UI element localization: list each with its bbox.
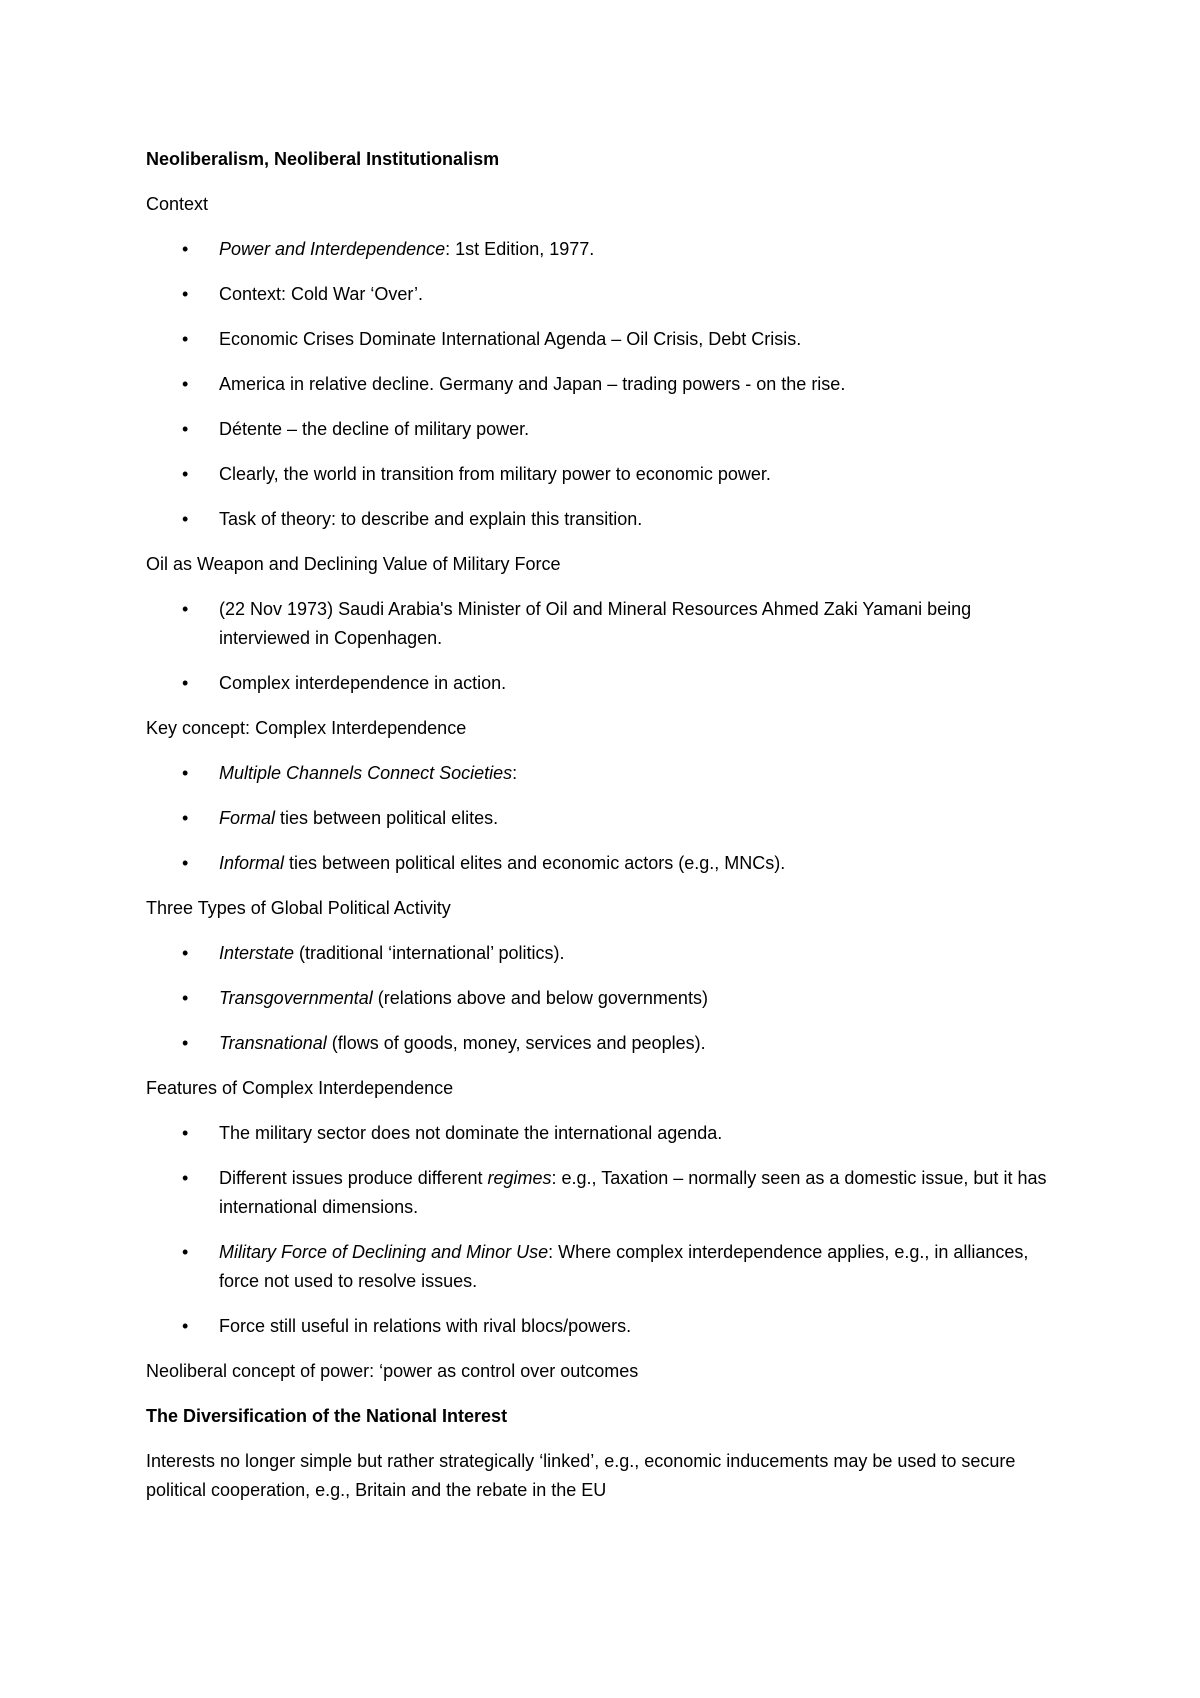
section-heading-key-concept: Key concept: Complex Interdependence [146,718,467,738]
section-heading-oil-weapon: Oil as Weapon and Declining Value of Military Force [146,554,561,574]
closing-paragraph: Interests no longer simple but rather strategically ‘linked’, e.g., economic inducements may be used to secure political cooperation, e.g., Britain and the rebate in the EU [146,1451,1016,1500]
list-item: • Context: Cold War ‘Over’. [146,280,1060,309]
section-heading-features: Features of Complex Interdependence [146,1078,454,1098]
list-item: • The military sector does not dominate the international agenda. [146,1119,1060,1148]
list-item: • Complex interdependence in action. [146,669,1060,698]
three-types-list [146,939,1060,1058]
list-item: • Task of theory: to describe and explain this transition. [146,505,1060,534]
list-item: • Informal ties between political elites and economic actors (e.g., MNCs). [146,849,1060,878]
subheading-national-interest: The Diversification of the National Interest [146,1406,508,1426]
list-item: • Power and Interdependence: 1st Edition, 1977. [146,235,1060,264]
list-item: • (22 Nov 1973) Saudi Arabia's Minister of Oil and Mineral Resources Ahmed Zaki Yamani being interviewed in Copenhagen. [146,595,1060,653]
section-heading-context: Context [146,194,209,214]
section-heading-three-types: Three Types of Global Political Activity [146,898,451,918]
list-item: • Transnational (flows of goods, money, services and peoples). [146,1029,1060,1058]
oil-weapon-list [146,595,1060,698]
list-item: • Clearly, the world in transition from military power to economic power. [146,460,1060,489]
list-item: • Economic Crises Dominate International Agenda – Oil Crisis, Debt Crisis. [146,325,1060,354]
list-item: • Interstate (traditional ‘international’ politics). [146,939,1060,968]
features-list [146,1119,1060,1341]
document-title: Neoliberalism, Neoliberal Institutionalism [146,149,500,169]
list-item: • Multiple Channels Connect Societies: [146,759,1060,788]
power-concept-line: Neoliberal concept of power: ‘power as control over outcomes [146,1361,639,1381]
list-item: • Different issues produce different regimes: e.g., Taxation – normally seen as a domestic issue, but it has international dimensions. [146,1164,1060,1222]
context-list [146,235,1060,534]
list-item: • Détente – the decline of military power. [146,415,1060,444]
list-item: • Military Force of Declining and Minor Use: Where complex interdependence applies, e.g., in alliances, force not used to resolve issues. [146,1238,1060,1296]
list-item: • America in relative decline. Germany and Japan – trading powers - on the rise. [146,370,1060,399]
list-item: • Transgovernmental (relations above and below governments) [146,984,1060,1013]
list-item: • Force still useful in relations with rival blocs/powers. [146,1312,1060,1341]
key-concept-list [146,759,1060,878]
list-item: • Formal ties between political elites. [146,804,1060,833]
